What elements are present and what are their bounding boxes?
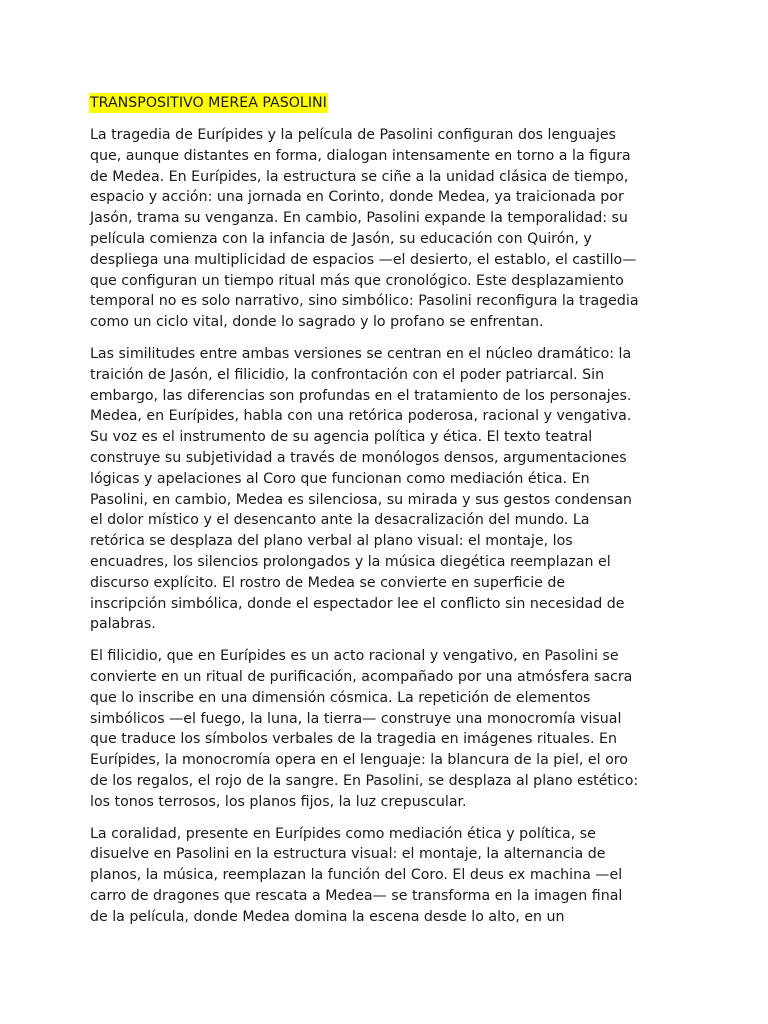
paragraph (90, 646, 678, 812)
paragraph-line: que configuran un tiempo ritual más que cronológico. Este desplazamiento (90, 272, 624, 289)
paragraph-line: disuelve en Pasolini en la estructura visual: el montaje, la alternancia de (90, 846, 606, 863)
paragraph (90, 125, 678, 333)
paragraph-line: planos, la música, reemplazan la función del Coro. El deus ex machina —el (90, 867, 623, 884)
paragraph-line: discurso explícito. El rostro de Medea se convierte en superficie de (90, 574, 566, 591)
paragraph-line: retórica se desplaza del plano verbal al plano visual: el montaje, los (90, 533, 573, 550)
document-title: TRANSPOSITIVO MEREA PASOLINI (90, 95, 327, 111)
paragraph-line: película comienza con la infancia de Jasón, su educación con Quirón, y (90, 230, 592, 247)
paragraph (90, 824, 678, 928)
paragraph-line: como un ciclo vital, donde lo sagrado y lo profano se enfrentan. (90, 314, 544, 331)
paragraph-line: Jasón, trama su venganza. En cambio, Pasolini expande la temporalidad: su (90, 210, 628, 227)
document-body (90, 125, 678, 927)
paragraph-line: de los regalos, el rojo de la sangre. En Pasolini, se desplaza al plano estético: (90, 772, 639, 789)
paragraph-line: que traduce los símbolos verbales de la tragedia en imágenes rituales. En (90, 731, 617, 748)
paragraph-line: La tragedia de Eurípides y la película de Pasolini configuran dos lenguajes (90, 127, 616, 143)
paragraph-line: de Medea. En Eurípides, la estructura se ciñe a la unidad clásica de tiempo, (90, 168, 629, 185)
paragraph-line: convierte en un ritual de purificación, acompañado por una atmósfera sacra (90, 668, 633, 685)
paragraph-line: Eurípides, la monocromía opera en el lenguaje: la blancura de la piel, el oro (90, 752, 628, 769)
paragraph-line: embargo, las diferencias son profundas en el tratamiento de los personajes. (90, 387, 632, 404)
paragraph-line: traición de Jasón, el filicidio, la confrontación con el poder patriarcal. Sin (90, 366, 605, 383)
paragraph-line: que, aunque distantes en forma, dialogan intensamente en torno a la figura (90, 147, 631, 164)
paragraph-line: El filicidio, que en Eurípides es un acto racional y vengativo, en Pasolini se (90, 648, 619, 665)
paragraph-line: de la película, donde Medea domina la escena desde lo alto, en un (90, 908, 565, 925)
paragraph-line: La coralidad, presente en Eurípides como mediación ética y política, se (90, 825, 596, 842)
paragraph-line: Las similitudes entre ambas versiones se centran en el núcleo dramático: la (90, 345, 632, 362)
paragraph-line: Pasolini, en cambio, Medea es silenciosa, su mirada y sus gestos condensan (90, 491, 632, 508)
paragraph-line: Su voz es el instrumento de su agencia política y ética. El texto teatral (90, 429, 593, 446)
paragraph-line: simbólicos —el fuego, la luna, la tierra— construye una monocromía visual (90, 710, 622, 727)
document-page (90, 92, 678, 938)
paragraph-line: palabras. (90, 616, 156, 633)
paragraph (90, 344, 678, 635)
paragraph-line: inscripción simbólica, donde el espectador lee el conflicto sin necesidad de (90, 595, 625, 612)
paragraph-line: el dolor místico y el desencanto ante la desacralización del mundo. La (90, 512, 590, 529)
paragraph-line: espacio y acción: una jornada en Corinto, donde Medea, ya traicionada por (90, 189, 624, 206)
paragraph-line: que lo inscribe en una dimensión cósmica. La repetición de elementos (90, 689, 591, 706)
paragraph-line: lógicas y apelaciones al Coro que funcionan como mediación ética. En (90, 470, 590, 487)
paragraph-line: construye su subjetividad a través de monólogos densos, argumentaciones (90, 449, 627, 466)
paragraph-line: despliega una multiplicidad de espacios —el desierto, el establo, el castillo— (90, 251, 637, 268)
paragraph-line: temporal no es solo narrativo, sino simbólico: Pasolini reconfigura la tragedia (90, 293, 639, 310)
paragraph-line: encuadres, los silencios prolongados y la música diegética reemplazan el (90, 553, 611, 570)
paragraph-line: Medea, en Eurípides, habla con una retórica poderosa, racional y vengativa. (90, 408, 632, 425)
paragraph-line: carro de dragones que rescata a Medea— se transforma en la imagen final (90, 887, 623, 904)
paragraph-line: los tonos terrosos, los planos fijos, la luz crepuscular. (90, 793, 467, 810)
